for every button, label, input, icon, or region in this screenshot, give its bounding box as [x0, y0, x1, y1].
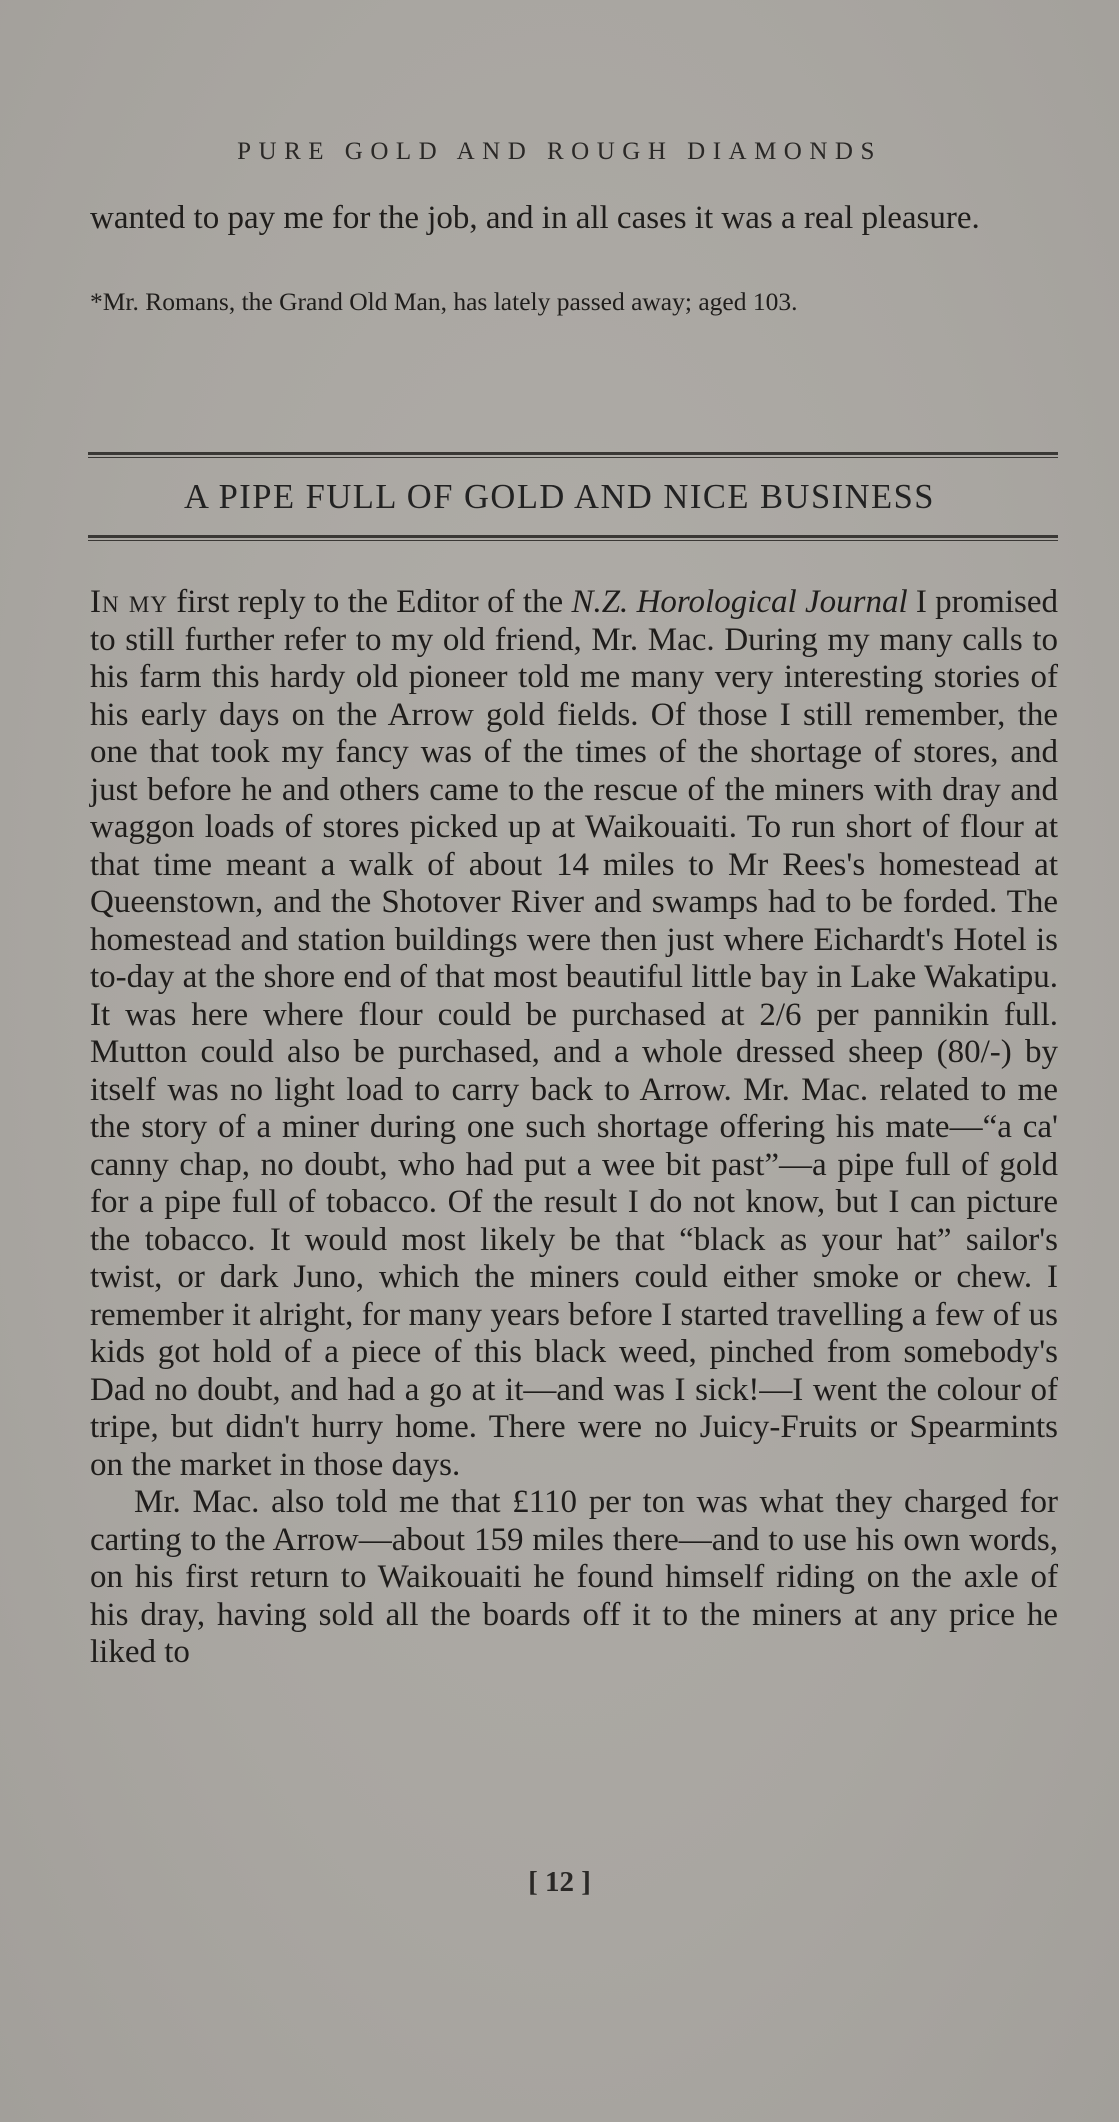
page-number: [ 12 ]	[528, 1866, 591, 1898]
continuation-paragraph: wanted to pay me for the job, and in all cases it was a real pleasure.	[90, 200, 980, 236]
opening-words: In my	[90, 584, 168, 620]
title-rule-bottom	[88, 535, 1058, 541]
journal-title: N.Z. Horological Journal	[571, 584, 908, 620]
paragraph-1	[90, 584, 1058, 1484]
title-rule-top	[88, 452, 1058, 458]
paragraph-1-text-a: first reply to the Editor of the	[167, 584, 572, 620]
footnote: *Mr. Romans, the Grand Old Man, has lately passed away; aged 103.	[90, 287, 798, 316]
article-body	[90, 584, 1058, 1672]
section-title: A PIPE FULL OF GOLD AND NICE BUSINESS	[183, 478, 935, 516]
paragraph-2: Mr. Mac. also told me that £110 per ton was what they charged for carting to the Arrow—about 159 miles there—and to use his own words, on his first return to Waikouaiti he found himself riding on the axle of his dray, having sold all the boards off it to the miners at any price he liked to	[90, 1484, 1058, 1670]
running-head: PURE GOLD AND ROUGH DIAMONDS	[237, 138, 882, 165]
paragraph-1-text-b: I promised to still further refer to my old friend, Mr. Mac. During my many calls to his farm this hardy old pioneer told me many very interesting stories of his early days on the Arrow gold fields. Of those I still remember, the one that took my fancy was of the times of the shortage of stores, and just before he and others came to the rescue of the miners with dray and waggon loads of stores picked up at Waikouaiti. To run short of flour at that time meant a walk of about 14 miles to Mr Rees's homestead at Queenstown, and the Shotover River and swamps had to be forded. The homestead and station buildings were then just where Eichardt's Hotel is to-day at the shore end of that most beautiful little bay in Lake Wakatipu. It was here where flour could be purchased at 2/6 per pannikin full. Mutton could also be purchased, and a whole dressed sheep (80/-) by itself was no light load to carry back to Arrow. Mr. Mac. related to me the story of a miner during one such shortage offering his mate—“a ca' canny chap, no doubt, who had put a wee bit past”—a pipe full of gold for a pipe full of tobacco. Of the result I do not know, but I can picture the tobacco. It would most likely be that “black as your hat” sailor's twist, or dark Juno, which the miners could either smoke or chew. I remember it alright, for many years before I started travelling a few of us kids got hold of a piece of this black weed, pinched from somebody's Dad no doubt, and had a go at it—and was I sick!—I went the colour of tripe, but didn't hurry home. There were no Juicy-Fruits or Spearmints on the market in those days.	[90, 584, 1058, 1483]
